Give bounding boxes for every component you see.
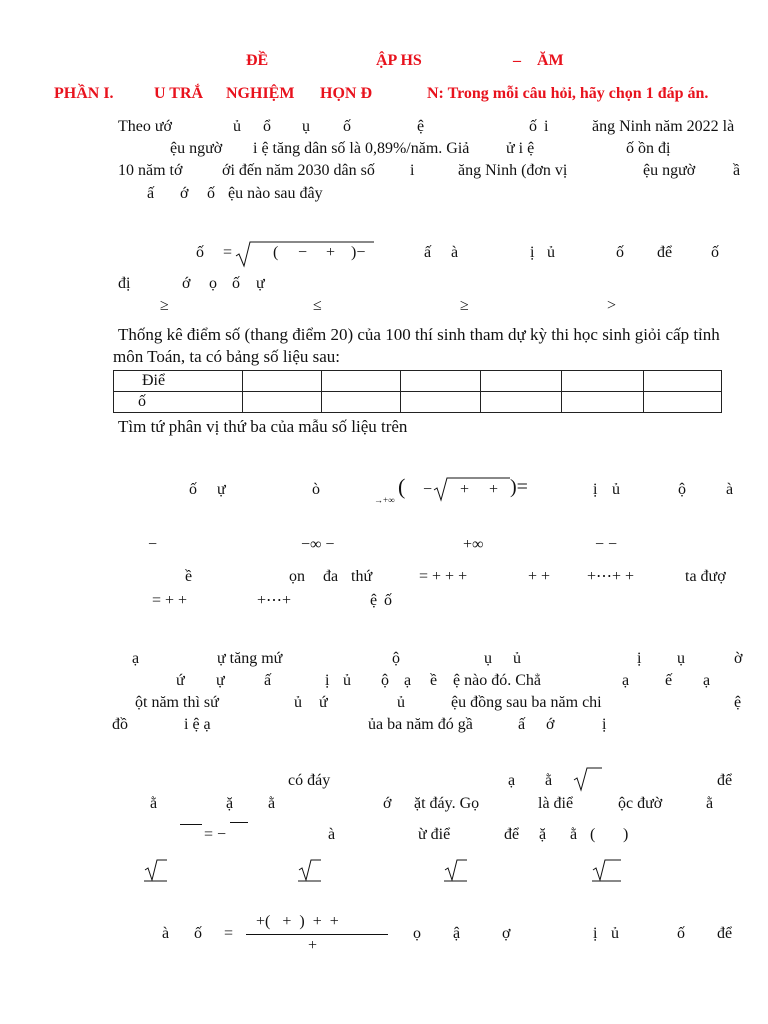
table-cell (562, 371, 644, 392)
q1-text: ệu nào sau đây (228, 185, 323, 202)
q5-expression: = + + + (419, 568, 468, 585)
q6-text: ạ (703, 672, 711, 689)
q2-text: ố (232, 275, 240, 292)
q8-text: ị (593, 925, 598, 942)
option-c[interactable]: +∞ (463, 536, 484, 553)
fraction-bar (246, 934, 388, 935)
table-cell (644, 392, 722, 413)
q7-text: ằ (706, 795, 714, 812)
table-cell (644, 371, 722, 392)
square-root-sign (572, 766, 604, 792)
q1-text: ớ (180, 185, 189, 202)
option-c-sqrt[interactable] (444, 858, 468, 882)
q2-text: ự (256, 275, 265, 292)
q1-text: ử i ệ (506, 140, 535, 157)
q6-text: ủ (513, 650, 521, 667)
q6-text: i ệ ạ (184, 716, 211, 733)
fraction-denominator: + (308, 937, 318, 954)
q3-question: Tìm tứ phân vị thứ ba của mẫu số liệu trên (118, 417, 408, 436)
q7-text: ớ (383, 795, 392, 812)
table-header-cell: Điể (114, 371, 243, 392)
q1-text: ệ (417, 118, 425, 135)
score-table (113, 370, 722, 413)
q6-text: ứ (319, 694, 328, 711)
q7-text: ặ (226, 795, 234, 812)
q3-intro: môn Toán, ta có bảng số liệu sau: (113, 347, 341, 366)
q3-intro: Thống kê điểm số (thang điểm 20) của 100 thí sinh tham dự kỳ thi học sinh giỏi cấp tỉnh (118, 325, 720, 344)
q8-text: ố (194, 925, 202, 942)
q5-expression: + + (528, 568, 551, 585)
q6-text: ấ (518, 716, 526, 733)
q7-paren: ) (623, 826, 629, 843)
q4-plus: + (489, 481, 499, 498)
table-row (114, 392, 722, 413)
table-cell (322, 392, 401, 413)
q4-text: ủ (612, 481, 620, 498)
q6-text: ủ (397, 694, 405, 711)
section-heading-2: U TRẮ (154, 85, 204, 102)
q7-text: ặt đáy. Gọ (414, 795, 480, 812)
section-heading-4: HỌN Đ (320, 85, 372, 102)
q1-text: ăng Ninh năm 2022 là (592, 118, 735, 135)
q6-text: đồ (112, 716, 128, 733)
table-cell (243, 371, 322, 392)
q1-text: 10 năm tớ (118, 162, 183, 179)
table-cell (562, 392, 644, 413)
q7-text: ạ (508, 772, 516, 789)
q6-text: ấ (264, 672, 272, 689)
q5-text: đa (323, 568, 339, 585)
q4-text: ị (593, 481, 598, 498)
q8-text: à (162, 925, 170, 942)
q5-expression: = + + (152, 592, 188, 609)
q2-plus: + (326, 244, 336, 261)
q6-text: ệ (734, 694, 742, 711)
q8-text: ợ (502, 925, 511, 942)
q7-text: là điể (538, 795, 574, 812)
option-c[interactable]: ≥ (460, 297, 469, 314)
q2-paren: )− (351, 244, 366, 261)
q8-text: ậ (453, 925, 461, 942)
q6-text: ủ (343, 672, 351, 689)
q8-text: để (717, 925, 733, 942)
q8-text: ủ (611, 925, 619, 942)
q6-text: ủ (294, 694, 302, 711)
fraction-numerator: +( + ) + + (256, 913, 339, 930)
q5-text: thứ (351, 568, 373, 585)
q4-text: ò (312, 481, 320, 498)
q1-text: ố ồn đị (626, 140, 671, 157)
q6-text: ệ nào đó. Chẳ (453, 672, 541, 689)
q4-plus: + (460, 481, 470, 498)
q7-expression: = − (204, 826, 227, 843)
q4-text: ự (217, 481, 226, 498)
q1-text: ầ (733, 162, 741, 179)
q7-text: ừ điể (418, 826, 451, 843)
vector-arrow (230, 822, 248, 823)
table-cell (401, 392, 481, 413)
q1-text: ố (207, 185, 215, 202)
q6-text: ứ (176, 672, 185, 689)
option-b-sqrt[interactable] (298, 858, 322, 882)
q5-text: ề (185, 568, 193, 585)
q2-text: à (451, 244, 459, 261)
q6-text: ạ (132, 650, 140, 667)
q5-text: ta đượ (685, 568, 726, 585)
q8-text: ố (677, 925, 685, 942)
q4-minus: − (423, 481, 433, 498)
option-d[interactable]: − − (595, 536, 618, 553)
q8-equals: = (224, 925, 234, 942)
table-cell (322, 371, 401, 392)
q1-text: ới đến năm 2030 dân số (222, 162, 375, 179)
table-cell (401, 371, 481, 392)
title-part-3: – (513, 52, 521, 69)
q2-text: ố (711, 244, 719, 261)
option-a-sqrt[interactable] (144, 858, 168, 882)
table-cell (481, 371, 562, 392)
q6-text: ị (325, 672, 330, 689)
q2-equals: = (223, 244, 233, 261)
q6-text: ị (637, 650, 642, 667)
table-cell (243, 392, 322, 413)
q2-text: để (657, 244, 673, 261)
q1-text: ăng Ninh (đơn vị (458, 162, 568, 179)
q7-paren: ( (590, 826, 596, 843)
section-heading-5: N: Trong mỗi câu hỏi, hãy chọn 1 đáp án. (427, 85, 709, 102)
q2-minus: − (298, 244, 308, 261)
q7-text: ằ (570, 826, 578, 843)
q1-text: Theo ướ (118, 118, 173, 135)
q6-text: ạ (404, 672, 412, 689)
square-root-sign (432, 476, 512, 502)
q6-text: ự (216, 672, 225, 689)
q5-expression: +⋯+ + (587, 568, 635, 585)
q4-paren: )= (510, 476, 528, 498)
q6-text: ụ (677, 650, 685, 667)
q4-text: à (726, 481, 734, 498)
option-d-sqrt[interactable] (592, 858, 622, 882)
q6-text: ị (602, 716, 607, 733)
q6-text: ờ (734, 650, 743, 667)
q2-text: ớ (182, 275, 191, 292)
q6-text: ề (430, 672, 438, 689)
q7-text: ặ (539, 826, 547, 843)
q6-text: ạ (622, 672, 630, 689)
q4-paren: ( (398, 474, 406, 499)
q2-text: ố (196, 244, 204, 261)
q5-expression: +⋯+ (257, 592, 292, 609)
q6-text: ột năm thì sứ (135, 694, 219, 711)
section-heading-3: NGHIỆM (226, 85, 295, 102)
q1-text: i ệ tăng dân số là 0,89%/năm. Giả (253, 140, 470, 157)
option-b[interactable]: −∞ − (301, 536, 335, 553)
q1-text: ụ (302, 118, 310, 135)
q8-text: ọ (413, 925, 421, 942)
q5-text: ọn (289, 568, 305, 585)
q6-text: ủa ba năm đó gầ (368, 716, 473, 733)
q7-text: để (717, 772, 733, 789)
q7-text: à (328, 826, 336, 843)
q1-text: ố (529, 118, 537, 135)
q1-text: i (410, 162, 415, 179)
q2-text: ủ (547, 244, 555, 261)
q1-text: ổ (263, 118, 271, 135)
q2-paren: ( (273, 244, 279, 261)
q2-text: ọ (209, 275, 217, 292)
q1-text: ủ (233, 118, 241, 135)
vector-arrow (180, 824, 202, 825)
q5-text: ố (384, 592, 392, 609)
q1-text: ệu ngườ (643, 162, 696, 179)
q6-text: ế (665, 672, 673, 689)
q7-text: ằ (268, 795, 276, 812)
q7-text: ằ (150, 795, 158, 812)
q7-text: có đáy (288, 772, 331, 789)
q4-text: ố (189, 481, 197, 498)
option-d[interactable]: > (607, 297, 617, 314)
q7-text: ộc đườ (618, 795, 663, 812)
option-b[interactable]: ≤ (313, 297, 322, 314)
title-part-4: ĂM (537, 52, 564, 69)
limit-subscript: →+∞ (374, 495, 395, 505)
q6-text: ự tăng mứ (217, 650, 283, 667)
q1-text: ố (343, 118, 351, 135)
q1-text: i (544, 118, 549, 135)
q1-text: ệu ngườ (170, 140, 223, 157)
option-a[interactable]: ≥ (160, 297, 169, 314)
q2-text: ị (530, 244, 535, 261)
table-header-cell: ố (114, 392, 243, 413)
option-a[interactable]: − (148, 536, 158, 553)
q6-text: ộ (381, 672, 389, 689)
title-part-1: ĐỀ (246, 52, 269, 69)
q2-text: đị (118, 275, 131, 292)
q7-text: ằ (545, 772, 553, 789)
q4-text: ộ (678, 481, 686, 498)
q6-text: ộ (392, 650, 400, 667)
title-part-2: ẬP HS (376, 52, 422, 69)
q2-text: ố (616, 244, 624, 261)
section-heading-1: PHẦN I. (54, 85, 114, 102)
q6-text: ớ (546, 716, 555, 733)
table-row (114, 371, 722, 392)
q5-text: ệ (370, 592, 378, 609)
table-cell (481, 392, 562, 413)
q1-text: ấ (147, 185, 155, 202)
q6-text: ụ (484, 650, 492, 667)
q7-text: để (504, 826, 520, 843)
q6-text: ệu đồng sau ba năm chi (451, 694, 602, 711)
q2-text: ấ (424, 244, 432, 261)
